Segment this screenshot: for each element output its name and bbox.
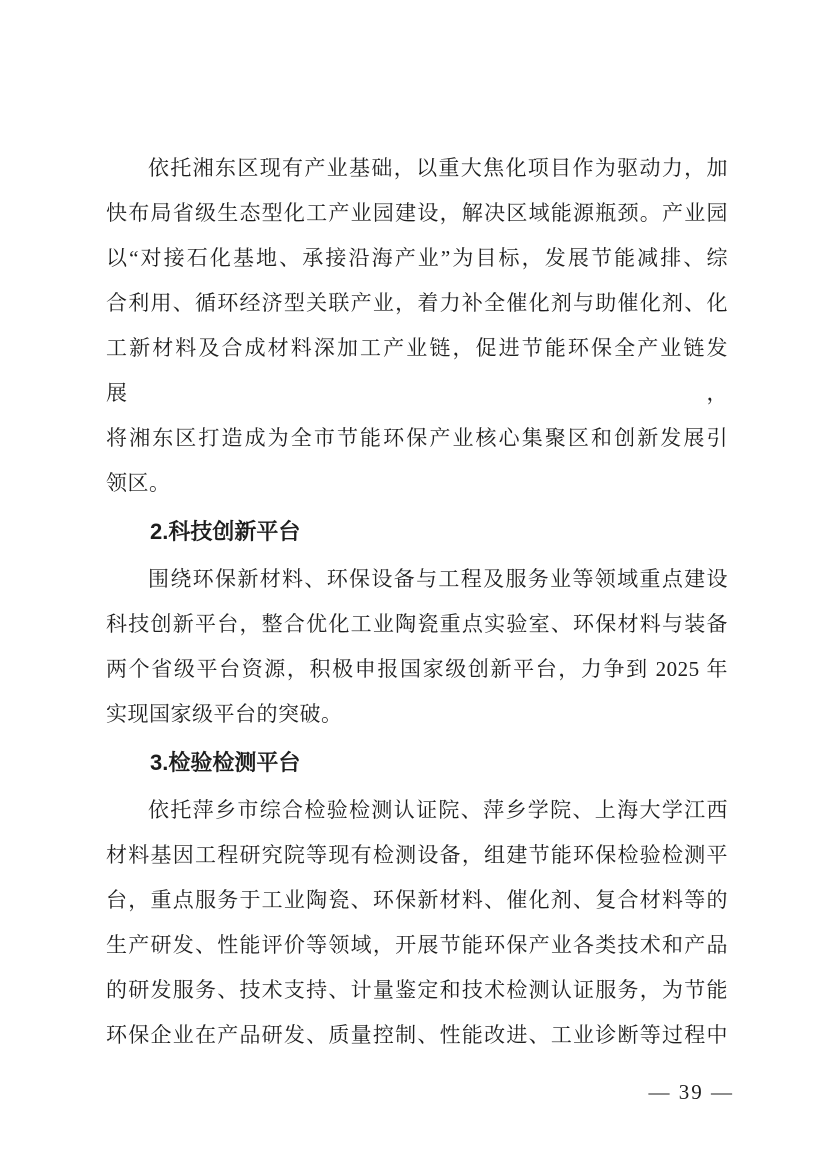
text-line: 围绕环保新材料、环保设备与工程及服务业等领域重点建设 (148, 567, 728, 591)
paragraph-tech-innovation (106, 557, 728, 737)
text-line: 合利用、循环经济型关联产业，着力补全催化剂与助催化剂、化 (106, 291, 728, 315)
text-line: 科技创新平台，整合优化工业陶瓷重点实验室、环保材料与装备 (106, 612, 728, 636)
text-line: 将湘东区打造成为全市节能环保产业核心集聚区和创新发展引 (106, 426, 728, 450)
text-line: 以“对接石化基地、承接沿海产业”为目标，发展节能减排、综 (106, 246, 728, 270)
section-heading-inspection-testing-platform: 3.检验检测平台 (150, 750, 301, 775)
text-line: 环保企业在产品研发、质量控制、性能改进、工业诊断等过程中 (106, 1023, 728, 1047)
text-line: 工新材料及合成材料深加工产业链，促进节能环保全产业链发展， (106, 336, 728, 405)
text-line: 领区。 (106, 471, 171, 495)
text-line: 材料基因工程研究院等现有检测设备，组建节能环保检验检测平 (106, 843, 728, 867)
text-line: 的研发服务、技术支持、计量鉴定和技术检测认证服务，为节能 (106, 978, 728, 1002)
text-line: 依托萍乡市综合检验检测认证院、萍乡学院、上海大学江西 (148, 798, 728, 822)
section-heading-tech-innovation-platform: 2.科技创新平台 (150, 519, 301, 544)
text-line: 生产研发、性能评价等领域，开展节能环保产业各类技术和产品 (106, 933, 728, 957)
document-body (106, 146, 728, 1058)
paragraph-inspection-testing (106, 788, 728, 1058)
text-line: 两个省级平台资源，积极申报国家级创新平台，力争到 2025 年 (106, 657, 728, 681)
text-line: 台，重点服务于工业陶瓷、环保新材料、催化剂、复合材料等的 (106, 888, 728, 912)
text-line: 快布局省级生态型化工产业园建设，解决区域能源瓶颈。产业园 (106, 201, 728, 225)
text-line: 依托湘东区现有产业基础，以重大焦化项目作为驱动力，加 (148, 156, 728, 180)
text-line: 实现国家级平台的突破。 (106, 702, 343, 726)
page-number: — 39 — (648, 1080, 734, 1104)
paragraph-xiangdong-industry (106, 146, 728, 506)
